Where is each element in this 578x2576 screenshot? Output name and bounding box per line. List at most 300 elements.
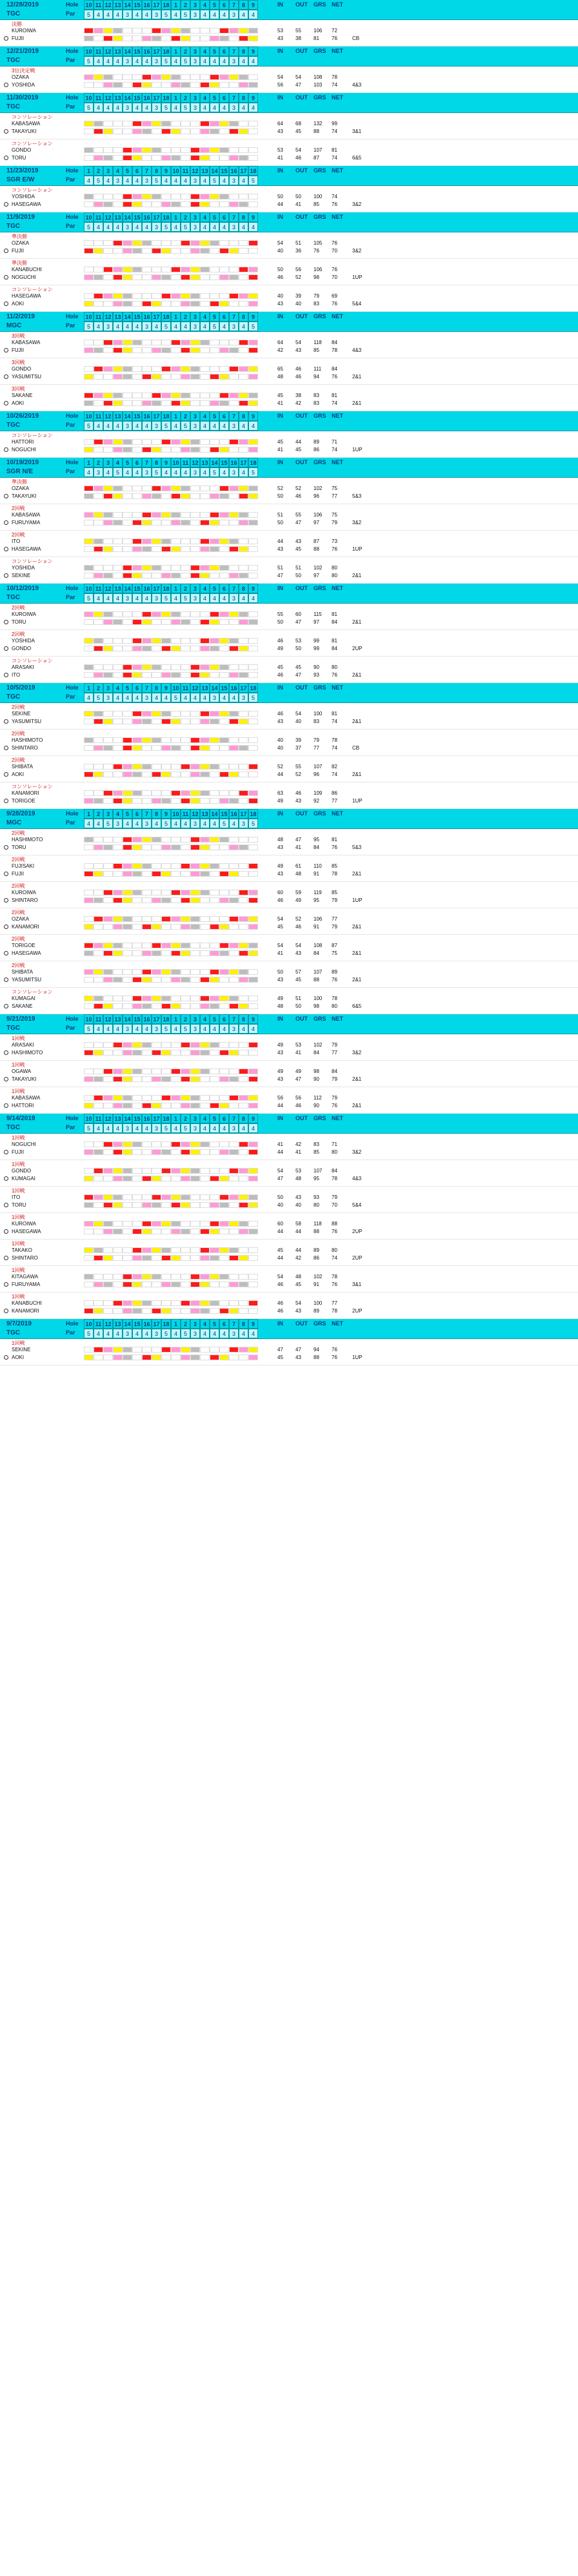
par-cell: 5 [248, 322, 258, 331]
player-1-score: 75 [332, 486, 337, 491]
hole-result-cell [219, 1282, 229, 1287]
hole-result-cell [132, 1076, 142, 1082]
hole-result-cell [142, 267, 152, 272]
hole-result-cell [132, 1255, 142, 1261]
hole-result-cell [84, 1003, 94, 1009]
out-header: OUT [295, 1016, 308, 1022]
hole-result-cell [103, 1202, 113, 1208]
hole-result-cell [171, 1068, 181, 1074]
hole-result-cell [239, 301, 248, 307]
hole-result-cell [103, 36, 113, 41]
hole-result-cell [229, 863, 239, 869]
hole-result-cell [161, 772, 171, 777]
hole-result-cell [84, 1068, 94, 1074]
hole-result-cell [103, 74, 113, 80]
player-2-score: 103 [314, 82, 323, 88]
player-1-name: OGAWA [12, 1068, 32, 1074]
hole-result-cell [171, 969, 181, 975]
player-2-score: 76 [332, 1282, 337, 1287]
hole-result-cell [248, 393, 258, 398]
hole-result-cell [171, 347, 181, 353]
hole-cell: 4 [200, 93, 210, 103]
hole-result-cell [161, 128, 171, 134]
hole-result-cell [200, 996, 210, 1001]
in-header: IN [277, 1016, 283, 1022]
hole-result-cell [132, 943, 142, 948]
hole-cell: 2 [181, 1114, 190, 1123]
hole-result-cell [103, 201, 113, 207]
hole-result-cell [132, 1050, 142, 1056]
hole-result-cell [94, 565, 103, 571]
winner-circle-icon [4, 1103, 8, 1108]
match-result: 2&1 [352, 950, 362, 956]
hole-result-cell [103, 486, 113, 491]
match-result: 1UP [352, 897, 363, 903]
hole-result-cell [132, 121, 142, 127]
player-2-score: 45 [277, 1354, 283, 1360]
hole-result-cell [123, 293, 132, 299]
par-cell: 4 [142, 1024, 152, 1034]
par-cell: 4 [239, 176, 248, 185]
hole-result-cell [248, 121, 258, 127]
player-2-score: 46 [295, 493, 301, 499]
hole-result-cell [113, 493, 123, 499]
hole-result-cell [229, 1168, 239, 1174]
match-row [0, 186, 578, 212]
player-2-score: 43 [277, 301, 283, 307]
hole-result-cell [161, 201, 171, 207]
hole-result-cell [161, 439, 171, 445]
hole-cell: 9 [161, 166, 171, 176]
hole-result-cell [171, 646, 181, 651]
grs-header: GRS [314, 214, 326, 220]
hole-result-cell [200, 565, 210, 571]
hole-result-cell [113, 711, 123, 717]
grs-header: GRS [314, 167, 326, 174]
hole-result-cell [239, 28, 248, 34]
hole-result-cell [190, 619, 200, 625]
match-result: 5&4 [352, 301, 362, 307]
player-2-cells [84, 201, 258, 207]
hole-cell: 16 [142, 46, 152, 56]
hole-result-cell [229, 538, 239, 544]
hole-result-cell [229, 565, 239, 571]
player-1-score: 73 [332, 538, 337, 544]
hole-result-cell [219, 486, 229, 491]
hole-result-cell [132, 638, 142, 644]
player-1-score: 46 [295, 790, 301, 796]
out-header: OUT [295, 413, 308, 419]
player-1-score: 108 [314, 943, 323, 948]
hole-result-cell [219, 565, 229, 571]
hole-result-cell [229, 546, 239, 552]
par-cell: 4 [171, 322, 181, 331]
hole-result-cell [229, 790, 239, 796]
par-cell: 3 [123, 1329, 132, 1338]
hole-result-cell [239, 1003, 248, 1009]
hole-result-cell [132, 977, 142, 983]
player-2-score: 38 [295, 36, 301, 41]
hole-result-cell [190, 1168, 200, 1174]
hole-result-cell [190, 1076, 200, 1082]
hole-result-cell [152, 969, 161, 975]
hole-result-cell [132, 74, 142, 80]
hole-result-cell [190, 274, 200, 280]
hole-result-cell [94, 1308, 103, 1314]
player-2-score: 90 [314, 1076, 319, 1082]
match-result: CB [352, 36, 360, 41]
hole-result-cell [181, 672, 190, 678]
hole-result-cell [132, 871, 142, 877]
hole-result-cell [239, 274, 248, 280]
hole-result-cell [219, 711, 229, 717]
hole-result-cell [200, 745, 210, 751]
par-cell: 4 [219, 593, 229, 603]
hole-result-cell [190, 1229, 200, 1234]
match-row [0, 882, 578, 908]
hole-result-cell [219, 1149, 229, 1155]
hole-result-cell [171, 745, 181, 751]
hole-result-cell [132, 863, 142, 869]
player-1-score: 50 [277, 1194, 283, 1200]
hole-cell: 14 [123, 1319, 132, 1329]
hole-result-cell [181, 393, 190, 398]
par-cell: 3 [123, 1024, 132, 1034]
hole-cell: 10 [171, 809, 181, 819]
hole-result-cell [103, 393, 113, 398]
hole-result-cell [239, 538, 248, 544]
match-result: 2&1 [352, 400, 362, 406]
hole-result-cell [210, 128, 219, 134]
par-cell: 3 [123, 103, 132, 112]
player-2-cells [84, 1229, 258, 1234]
player-2-score: 46 [295, 374, 301, 380]
hole-result-cell [94, 1247, 103, 1253]
hole-result-cell [142, 1050, 152, 1056]
round-label: 3回戦 [12, 386, 25, 392]
par-cell: 3 [142, 693, 152, 702]
hole-result-cell [171, 374, 181, 380]
winner-circle-icon [4, 673, 8, 677]
hole-result-cell [171, 1042, 181, 1048]
hole-result-cell [210, 1168, 219, 1174]
player-2-score: 37 [295, 745, 301, 751]
hole-result-cell [132, 155, 142, 161]
player-2-score: 83 [314, 719, 319, 724]
hole-result-cell [248, 871, 258, 877]
hole-result-cell [103, 764, 113, 770]
hole-result-cell [181, 916, 190, 922]
hole-result-cell [200, 798, 210, 804]
par-cell: 5 [181, 1329, 190, 1338]
hole-result-cell [229, 1141, 239, 1147]
par-cell: 4 [171, 819, 181, 828]
match-row [0, 855, 578, 882]
hole-result-cell [103, 1076, 113, 1082]
player-1-score: 115 [314, 611, 322, 617]
hole-result-cell [229, 1194, 239, 1200]
hole-result-cell [171, 393, 181, 398]
hole-result-cell [161, 1300, 171, 1306]
player-2-cells [84, 619, 258, 625]
hole-result-cell [152, 737, 161, 743]
hole-result-cell [84, 1229, 94, 1234]
hole-result-cell [103, 646, 113, 651]
par-cell: 3 [123, 10, 132, 19]
hole-result-cell [132, 486, 142, 491]
hole-result-cell [171, 1354, 181, 1360]
hole-result-cell [171, 950, 181, 956]
hole-result-cell [84, 969, 94, 975]
hole-result-cell [219, 969, 229, 975]
hole-result-cell [123, 924, 132, 930]
hole-result-cell [248, 719, 258, 724]
player-1-name: KUMAGAI [12, 996, 35, 1001]
hole-result-cell [200, 374, 210, 380]
hole-cell: 8 [152, 166, 161, 176]
hole-result-cell [248, 155, 258, 161]
hole-result-cell [210, 1354, 219, 1360]
par-cell: 3 [123, 421, 132, 431]
hole-result-cell [171, 790, 181, 796]
player-1-name: SEKINE [12, 711, 31, 717]
hole-result-cell [113, 890, 123, 895]
player-2-score: 74 [332, 82, 337, 88]
player-1-score: 53 [295, 638, 301, 644]
player-2-score: 87 [314, 155, 319, 161]
player-1-name: YOSHIDA [12, 565, 35, 571]
player-1-score: 51 [295, 240, 301, 246]
par-cell: 3 [210, 693, 219, 702]
par-cell: 5 [181, 56, 190, 66]
player-1-score: 44 [277, 538, 283, 544]
hole-result-cell [161, 745, 171, 751]
hole-result-cell [103, 128, 113, 134]
hole-result-cell [132, 1103, 142, 1109]
hole-result-cell [219, 1003, 229, 1009]
hole-result-cell [171, 447, 181, 453]
player-2-score: 46 [295, 1103, 301, 1109]
hole-result-cell [161, 267, 171, 272]
hole-result-cell [181, 1194, 190, 1200]
player-2-score: 45 [295, 447, 301, 453]
hole-result-cell [190, 863, 200, 869]
hole-result-cell [123, 969, 132, 975]
hole-result-cell [113, 1149, 123, 1155]
hole-cell: 3 [190, 1014, 200, 1024]
hole-result-cell [171, 1168, 181, 1174]
par-cell: 4 [132, 1024, 142, 1034]
hole-result-cell [152, 121, 161, 127]
winner-circle-icon [4, 1176, 8, 1181]
par-cell: 5 [161, 10, 171, 19]
par-cell: 4 [210, 421, 219, 431]
hole-result-cell [219, 745, 229, 751]
hole-result-cell [248, 565, 258, 571]
match-result: 3&2 [352, 248, 362, 254]
par-cell: 4 [152, 693, 161, 702]
hole-cell: 14 [123, 0, 132, 10]
hole-result-cell [152, 1308, 161, 1314]
hole-result-cell [181, 546, 190, 552]
match-result: 4&3 [352, 82, 362, 88]
player-2-cells [84, 347, 258, 353]
hole-result-cell [171, 400, 181, 406]
hole-cell: 14 [123, 1014, 132, 1024]
hole-result-cell [103, 943, 113, 948]
hole-result-cell [161, 1042, 171, 1048]
player-1-cells [84, 1194, 258, 1200]
hole-result-cell [229, 996, 239, 1001]
hole-result-cell [248, 638, 258, 644]
par-cell: 5 [248, 176, 258, 185]
net-header: NET [332, 1115, 343, 1121]
hole-result-cell [210, 439, 219, 445]
player-1-cells [84, 1274, 258, 1280]
hole-cell: 16 [142, 411, 152, 421]
hole-result-cell [171, 538, 181, 544]
hole-result-cell [171, 439, 181, 445]
hole-result-cell [190, 1354, 200, 1360]
hole-result-cell [181, 147, 190, 153]
round-label: 1回戦 [12, 1294, 25, 1300]
hole-result-cell [210, 764, 219, 770]
hole-result-cell [132, 897, 142, 903]
hole-result-cell [239, 447, 248, 453]
hole-result-cell [219, 74, 229, 80]
hole-result-cell [219, 996, 229, 1001]
hole-result-cell [229, 737, 239, 743]
player-2-name: FUJII [12, 871, 25, 877]
hole-result-cell [239, 267, 248, 272]
hole-row [84, 683, 258, 693]
hole-result-cell [142, 1076, 152, 1082]
grs-header: GRS [314, 413, 326, 419]
player-1-score: 69 [332, 293, 337, 299]
player-2-score: 43 [277, 719, 283, 724]
player-1-score: 64 [277, 340, 283, 345]
block-header [0, 1114, 578, 1134]
hole-result-cell [239, 1300, 248, 1306]
hole-result-cell [161, 863, 171, 869]
hole-result-cell [94, 1300, 103, 1306]
par-cell: 3 [152, 103, 161, 112]
hole-result-cell [190, 366, 200, 372]
hole-result-cell [239, 201, 248, 207]
player-2-cells [84, 248, 258, 254]
par-label: Par [66, 1124, 75, 1130]
hole-cell: 6 [132, 166, 142, 176]
hole-result-cell [161, 74, 171, 80]
hole-result-cell [171, 897, 181, 903]
player-1-cells [84, 996, 258, 1001]
player-1-cells [84, 969, 258, 975]
par-row [84, 322, 258, 331]
hole-result-cell [123, 248, 132, 254]
hole-result-cell [200, 672, 210, 678]
match-result: 6&5 [352, 1003, 362, 1009]
hole-result-cell [219, 121, 229, 127]
player-1-score: 46 [295, 366, 301, 372]
hole-result-cell [171, 1347, 181, 1353]
hole-result-cell [103, 950, 113, 956]
hole-cell: 15 [219, 683, 229, 693]
hole-cell: 13 [200, 809, 210, 819]
hole-result-cell [84, 1176, 94, 1181]
player-2-name: NOGUCHI [12, 274, 36, 280]
hole-result-cell [113, 837, 123, 843]
par-cell: 5 [84, 10, 94, 19]
player-2-score: 84 [314, 950, 319, 956]
hole-result-cell [142, 1194, 152, 1200]
hole-result-cell [123, 790, 132, 796]
hole-result-cell [219, 520, 229, 526]
date-label: 10/26/2019 [6, 413, 39, 420]
hole-result-cell [248, 837, 258, 843]
match-result: 2UP [352, 1229, 363, 1234]
hole-cell: 5 [210, 212, 219, 222]
hole-cell: 15 [132, 0, 142, 10]
hole-result-cell [190, 267, 200, 272]
player-2-score: 43 [295, 798, 301, 804]
hole-result-cell [123, 1003, 132, 1009]
player-2-score: 76 [332, 977, 337, 983]
hole-result-cell [132, 1003, 142, 1009]
player-1-name: ARASAKI [12, 664, 34, 670]
par-cell: 4 [200, 10, 210, 19]
out-header: OUT [295, 94, 308, 101]
hole-result-cell [171, 1300, 181, 1306]
par-cell: 5 [84, 322, 94, 331]
hole-result-cell [113, 374, 123, 380]
par-cell: 3 [123, 593, 132, 603]
hole-result-cell [171, 194, 181, 199]
hole-result-cell [229, 400, 239, 406]
par-cell: 3 [152, 421, 161, 431]
hole-row [84, 1114, 258, 1123]
player-2-cells [84, 745, 258, 751]
hole-result-cell [152, 924, 161, 930]
hole-result-cell [200, 512, 210, 518]
hole-result-cell [94, 1347, 103, 1353]
hole-result-cell [103, 155, 113, 161]
hole-result-cell [103, 293, 113, 299]
par-label: Par [66, 594, 75, 600]
hole-result-cell [210, 772, 219, 777]
player-1-score: 54 [295, 943, 301, 948]
hole-result-cell [248, 969, 258, 975]
hole-result-cell [190, 1068, 200, 1074]
par-cell: 4 [113, 1123, 123, 1133]
hole-cell: 1 [171, 212, 181, 222]
hole-cell: 12 [190, 683, 200, 693]
out-header: OUT [295, 313, 308, 320]
hole-result-cell [190, 772, 200, 777]
hole-result-cell [84, 1095, 94, 1101]
hole-result-cell [123, 1141, 132, 1147]
hole-result-cell [171, 493, 181, 499]
hole-result-cell [142, 147, 152, 153]
player-1-score: 89 [314, 1247, 319, 1253]
hole-result-cell [181, 798, 190, 804]
hole-cell: 6 [219, 1319, 229, 1329]
result-block [0, 411, 578, 458]
hole-result-cell [239, 943, 248, 948]
hole-result-cell [84, 493, 94, 499]
winner-circle-icon [4, 1203, 8, 1207]
hole-result-cell [113, 619, 123, 625]
hole-result-cell [123, 520, 132, 526]
